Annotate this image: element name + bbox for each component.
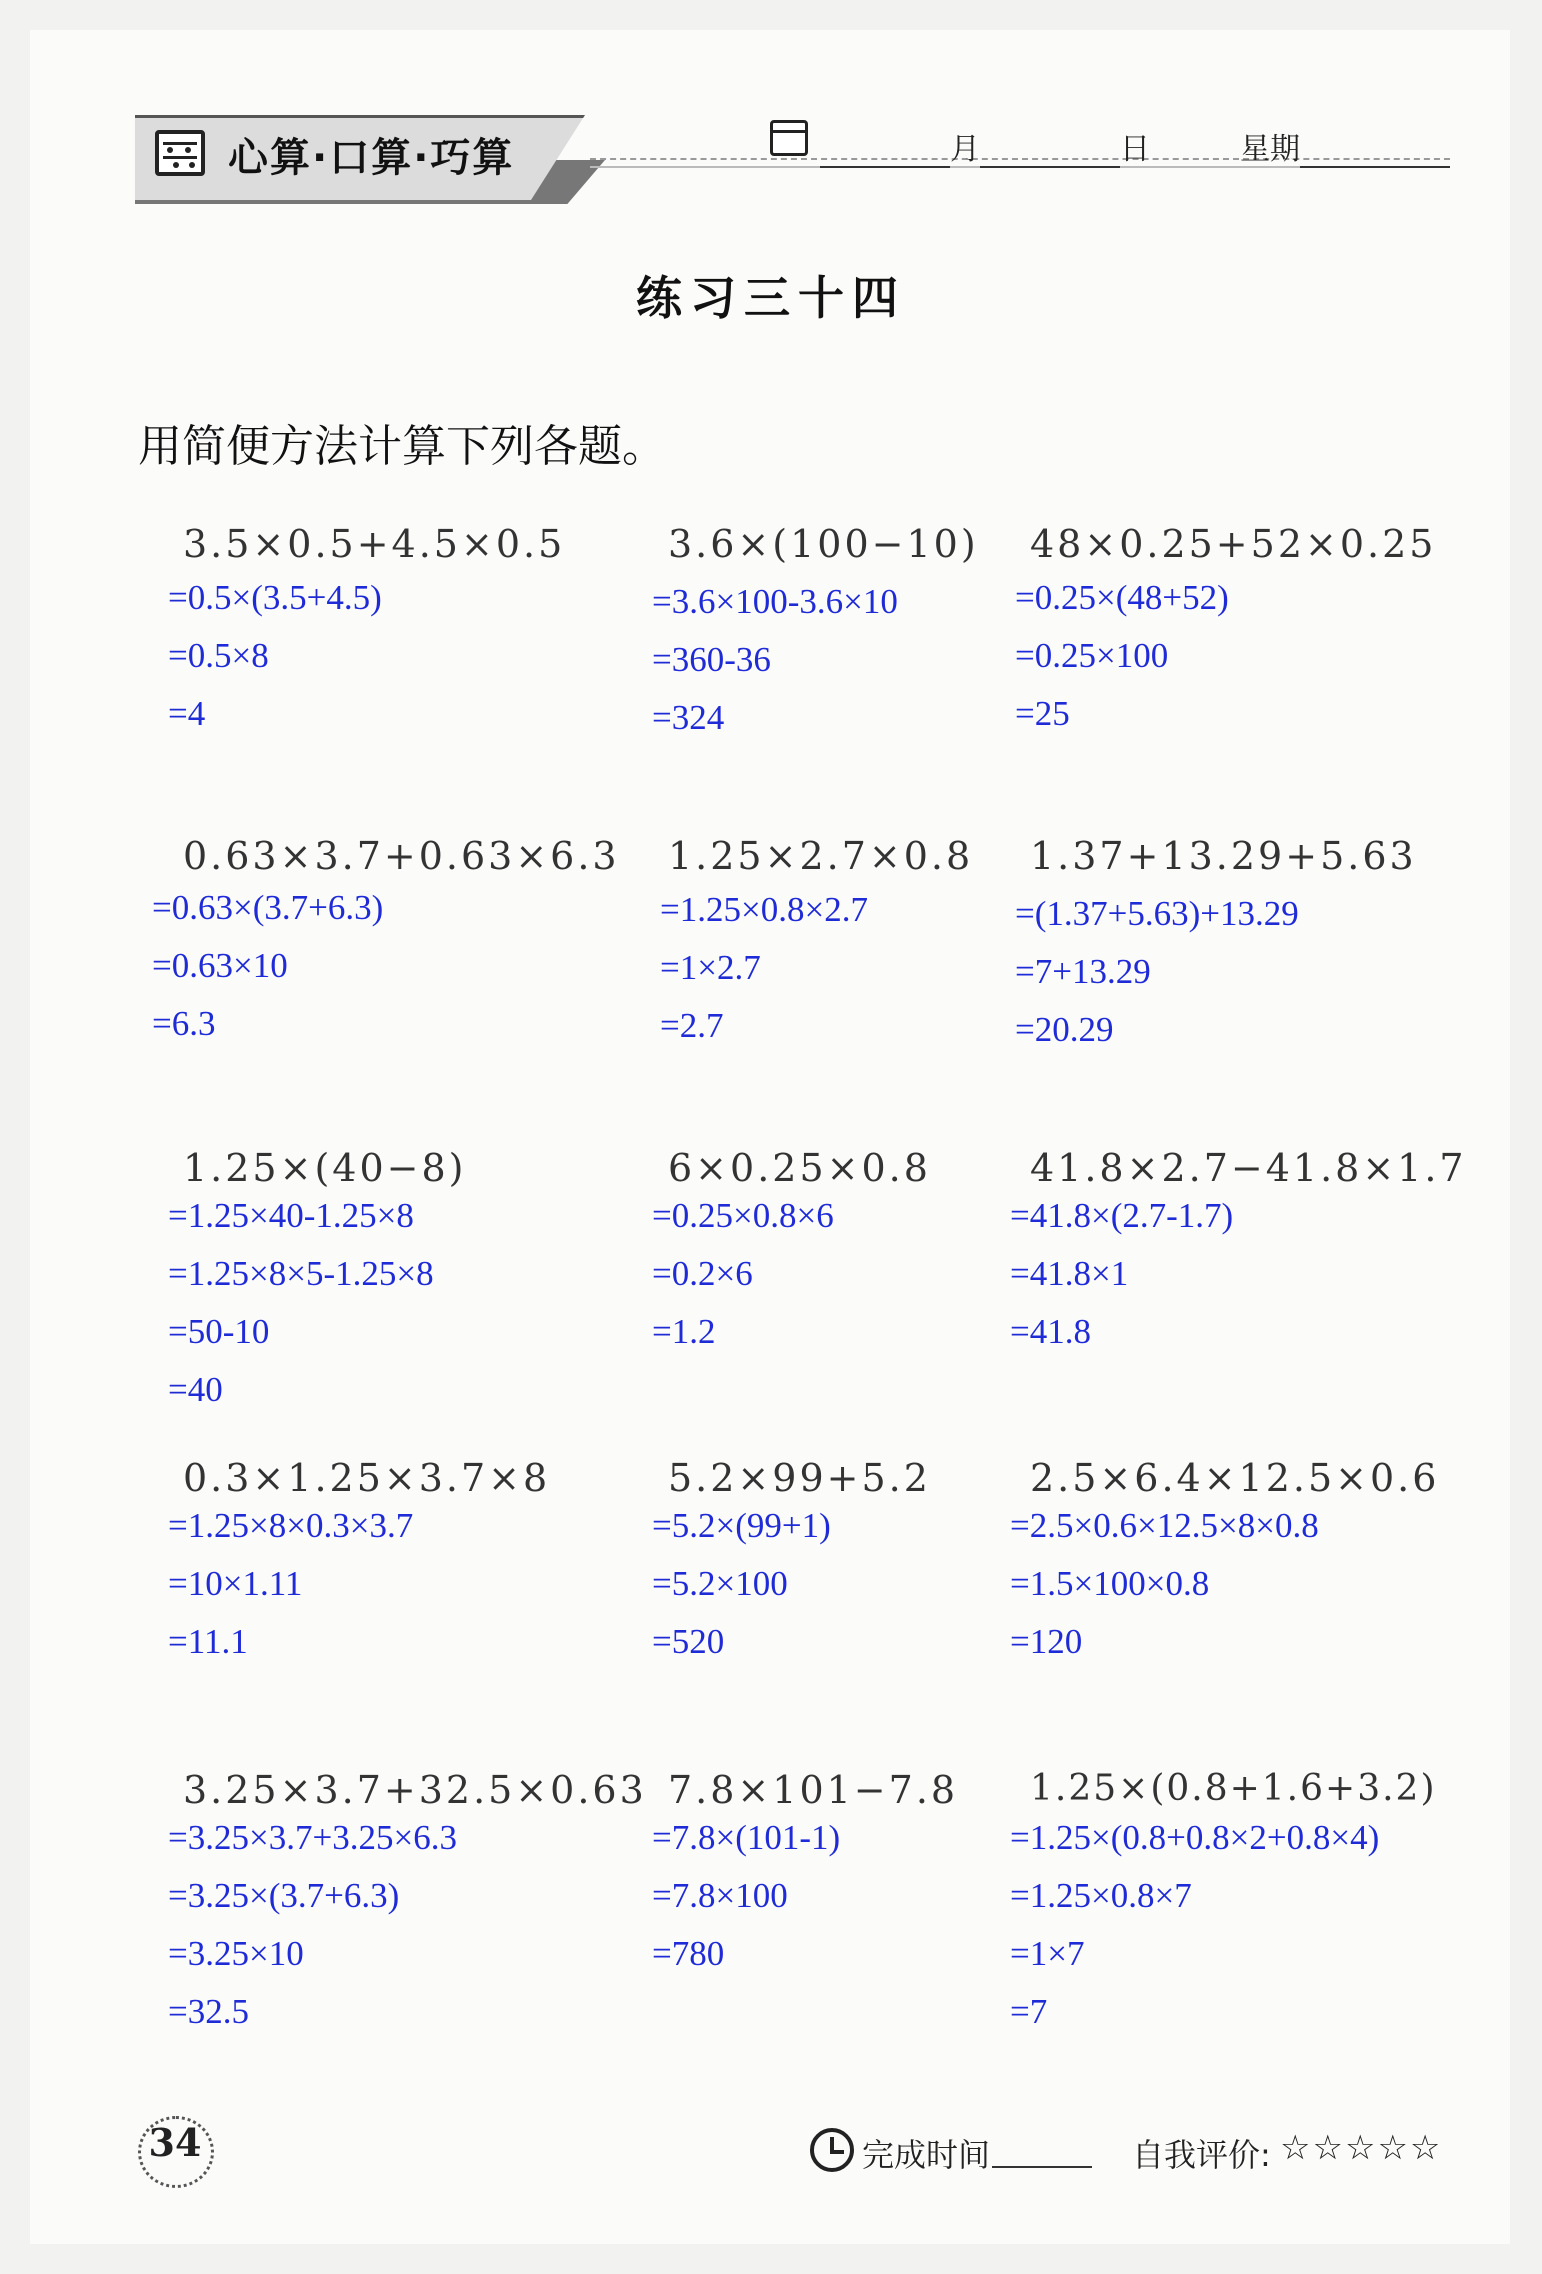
month-blank[interactable] — [820, 140, 950, 168]
calendar-icon — [770, 120, 808, 156]
solution-step: =50-10 — [168, 1312, 270, 1351]
solution-step: =520 — [652, 1622, 725, 1661]
banner-title: 心算·口算·巧算 — [228, 135, 515, 181]
solution-step: =3.25×3.7+3.25×6.3 — [168, 1818, 457, 1857]
problem-expression: 0.3×1.25×3.7×8 — [183, 1456, 551, 1500]
solution-step: =7+13.29 — [1015, 952, 1151, 991]
completion-time-field[interactable] — [992, 2130, 1092, 2168]
solution-step: =0.5×(3.5+4.5) — [168, 578, 382, 617]
solution-step: =3.6×100-3.6×10 — [652, 582, 898, 621]
problem-expression: 1.25×2.7×0.8 — [668, 834, 974, 878]
solution-step: =0.2×6 — [652, 1254, 753, 1293]
day-blank[interactable] — [980, 140, 1120, 168]
solution-step: =0.5×8 — [168, 636, 269, 675]
weekday-label: 星期 — [1240, 132, 1300, 167]
solution-step: =7.8×100 — [652, 1876, 788, 1915]
solution-step: =1.5×100×0.8 — [1010, 1564, 1210, 1603]
solution-step: =40 — [168, 1370, 223, 1409]
problem-expression: 2.5×6.4×12.5×0.6 — [1030, 1456, 1440, 1500]
solution-step: =5.2×100 — [652, 1564, 788, 1603]
solution-step: =1.25×8×0.3×3.7 — [168, 1506, 414, 1545]
solution-step: =0.25×0.8×6 — [652, 1196, 834, 1235]
solution-step: =324 — [652, 698, 725, 737]
solution-step: =0.25×(48+52) — [1015, 578, 1229, 617]
date-fields — [820, 124, 1450, 168]
solution-step: =5.2×(99+1) — [652, 1506, 831, 1545]
solution-step: =1.25×8×5-1.25×8 — [168, 1254, 434, 1293]
solution-step: =1.25×40-1.25×8 — [168, 1196, 414, 1235]
solution-step: =0.25×100 — [1015, 636, 1169, 675]
problem-expression: 3.6×(100−10) — [668, 522, 979, 566]
problem-expression: 0.63×3.7+0.63×6.3 — [183, 834, 620, 878]
solution-step: =0.63×10 — [152, 946, 288, 985]
problem-expression: 3.5×0.5+4.5×0.5 — [183, 522, 566, 566]
completion-time-label: 完成时间 — [862, 2136, 991, 2174]
solution-step: =120 — [1010, 1622, 1083, 1661]
solution-step: =1.25×(0.8+0.8×2+0.8×4) — [1010, 1818, 1380, 1857]
problem-expression: 3.25×3.7+32.5×0.63 — [183, 1768, 647, 1812]
solution-step: =(1.37+5.63)+13.29 — [1015, 894, 1299, 933]
solution-step: =1×7 — [1010, 1934, 1085, 1973]
solution-step: =2.7 — [660, 1006, 724, 1045]
problem-expression: 41.8×2.7−41.8×1.7 — [1030, 1146, 1467, 1190]
solution-step: =1×2.7 — [660, 948, 761, 987]
solution-step: =1.25×0.8×7 — [1010, 1876, 1192, 1915]
solution-step: =10×1.11 — [168, 1564, 303, 1603]
solution-step: =25 — [1015, 694, 1070, 733]
page-title: 练习三十四 — [636, 271, 906, 325]
problem-expression: 1.25×(0.8+1.6+3.2) — [1030, 1768, 1437, 1809]
problem-expression: 48×0.25+52×0.25 — [1030, 522, 1437, 566]
problem-expression: 1.37+13.29+5.63 — [1030, 834, 1417, 878]
solution-step: =1.25×0.8×2.7 — [660, 890, 868, 929]
problem-expression: 7.8×101−7.8 — [668, 1768, 959, 1812]
instruction-text: 用简便方法计算下列各题。 — [138, 421, 666, 472]
solution-step: =360-36 — [652, 640, 771, 679]
solution-step: =20.29 — [1015, 1010, 1114, 1049]
solution-step: =4 — [168, 694, 206, 733]
solution-step: =7 — [1010, 1992, 1048, 2031]
problem-expression: 6×0.25×0.8 — [668, 1146, 931, 1190]
solution-step: =3.25×(3.7+6.3) — [168, 1876, 400, 1915]
solution-step: =7.8×(101-1) — [652, 1818, 841, 1857]
weekday-blank[interactable] — [1300, 140, 1450, 168]
solution-step: =2.5×0.6×12.5×8×0.8 — [1010, 1506, 1319, 1545]
problem-expression: 5.2×99+5.2 — [668, 1456, 931, 1500]
day-label: 日 — [1120, 132, 1150, 167]
solution-step: =41.8 — [1010, 1312, 1091, 1351]
problem-expression: 1.25×(40−8) — [183, 1146, 467, 1190]
clock-icon — [810, 2128, 854, 2172]
self-eval-stars[interactable]: ☆☆☆☆☆ — [1280, 2128, 1443, 2168]
self-eval-label: 自我评价: — [1132, 2136, 1271, 2174]
solution-step: =41.8×1 — [1010, 1254, 1129, 1293]
solution-step: =3.25×10 — [168, 1934, 304, 1973]
solution-step: =32.5 — [168, 1992, 249, 2031]
month-label: 月 — [950, 132, 980, 167]
page-number: 34 — [140, 2120, 210, 2180]
solution-step: =1.2 — [652, 1312, 716, 1351]
solution-step: =0.63×(3.7+6.3) — [152, 888, 384, 927]
solution-step: =780 — [652, 1934, 725, 1973]
solution-step: =11.1 — [168, 1622, 248, 1661]
solution-step: =41.8×(2.7-1.7) — [1010, 1196, 1234, 1235]
solution-step: =6.3 — [152, 1004, 216, 1043]
abacus-icon — [155, 130, 205, 176]
